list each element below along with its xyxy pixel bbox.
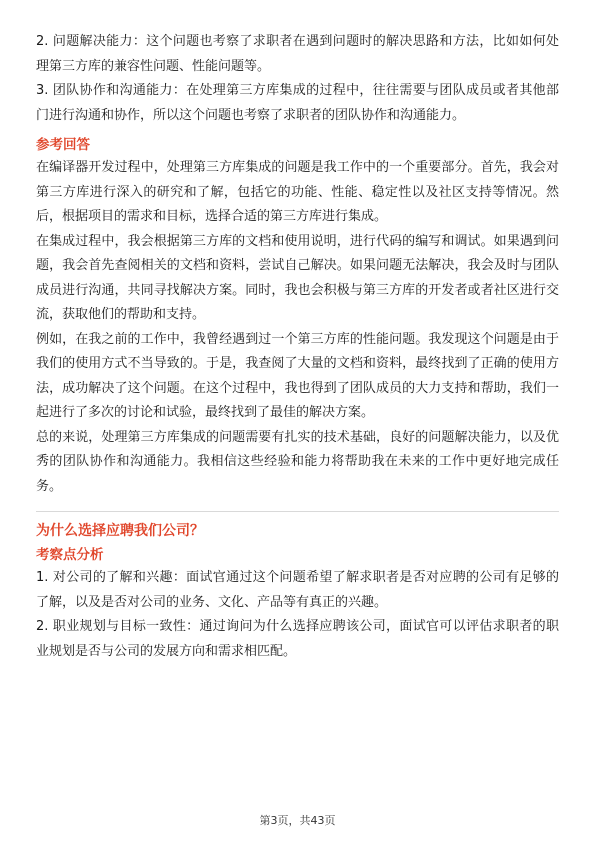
section-divider — [36, 511, 559, 512]
analysis-point-2b: 2. 职业规划与目标一致性：通过询问为什么选择应聘该公司，面试官可以评估求职者的职业规划是否与公司的发展方向和需求相匹配。 — [36, 619, 559, 659]
document-page — [36, 30, 559, 664]
answer-paragraph: 例如，在我之前的工作中，我曾经遇到过一个第三方库的性能问题。我发现这个问题是由于我们的使用方式不当导致的。于是，我查阅了大量的文档和资料，最终找到了正确的使用方法，成功解决了这个问题。在这个过程中，我也得到了团队成员的大力支持和帮助，我们一起进行了多次的讨论和试验，最终找到了最佳的解决方案。 — [36, 331, 559, 420]
analysis-point-2: 2. 问题解决能力：这个问题也考察了求职者在遇到问题时的解决思路和方法，比如如何处理第三方库的兼容性问题、性能问题等。 — [36, 34, 559, 74]
question-title: 为什么选择应聘我们公司？ — [36, 523, 204, 539]
answer-paragraph: 在编译器开发过程中，处理第三方库集成的问题是我工作中的一个重要部分。首先，我会对第三方库进行深入的研究和了解，包括它的功能、性能、稳定性以及社区支持等情况。然后，根据项目的需求和目标，选择合适的第三方库进行集成。 — [36, 160, 559, 224]
answer-paragraph: 总的来说，处理第三方库集成的问题需要有扎实的技术基础，良好的问题解决能力，以及优秀的团队协作和沟通能力。我相信这些经验和能力将帮助我在未来的工作中更好地完成任务。 — [36, 429, 559, 494]
reference-answer-heading: 参考回答 — [36, 137, 90, 153]
analysis-heading: 考察点分析 — [36, 547, 104, 563]
analysis-point-1: 1. 对公司的了解和兴趣：面试官通过这个问题希望了解求职者是否对应聘的公司有足够的了解，以及是否对公司的业务、文化、产品等有真正的兴趣。 — [36, 570, 559, 610]
page-number-footer: 第3页，共43页 — [259, 814, 336, 827]
answer-paragraph: 在集成过程中，我会根据第三方库的文档和使用说明，进行代码的编写和调试。如果遇到问题，我会首先查阅相关的文档和资料，尝试自己解决。如果问题无法解决，我会及时与团队成员进行沟通，共同寻找解决方案。同时，我也会积极与第三方库的开发者或者社区进行交流，获取他们的帮助和支持。 — [36, 233, 559, 322]
analysis-point-3: 3. 团队协作和沟通能力：在处理第三方库集成的过程中，往往需要与团队成员或者其他部门进行沟通和协作，所以这个问题也考察了求职者的团队协作和沟通能力。 — [36, 83, 559, 123]
